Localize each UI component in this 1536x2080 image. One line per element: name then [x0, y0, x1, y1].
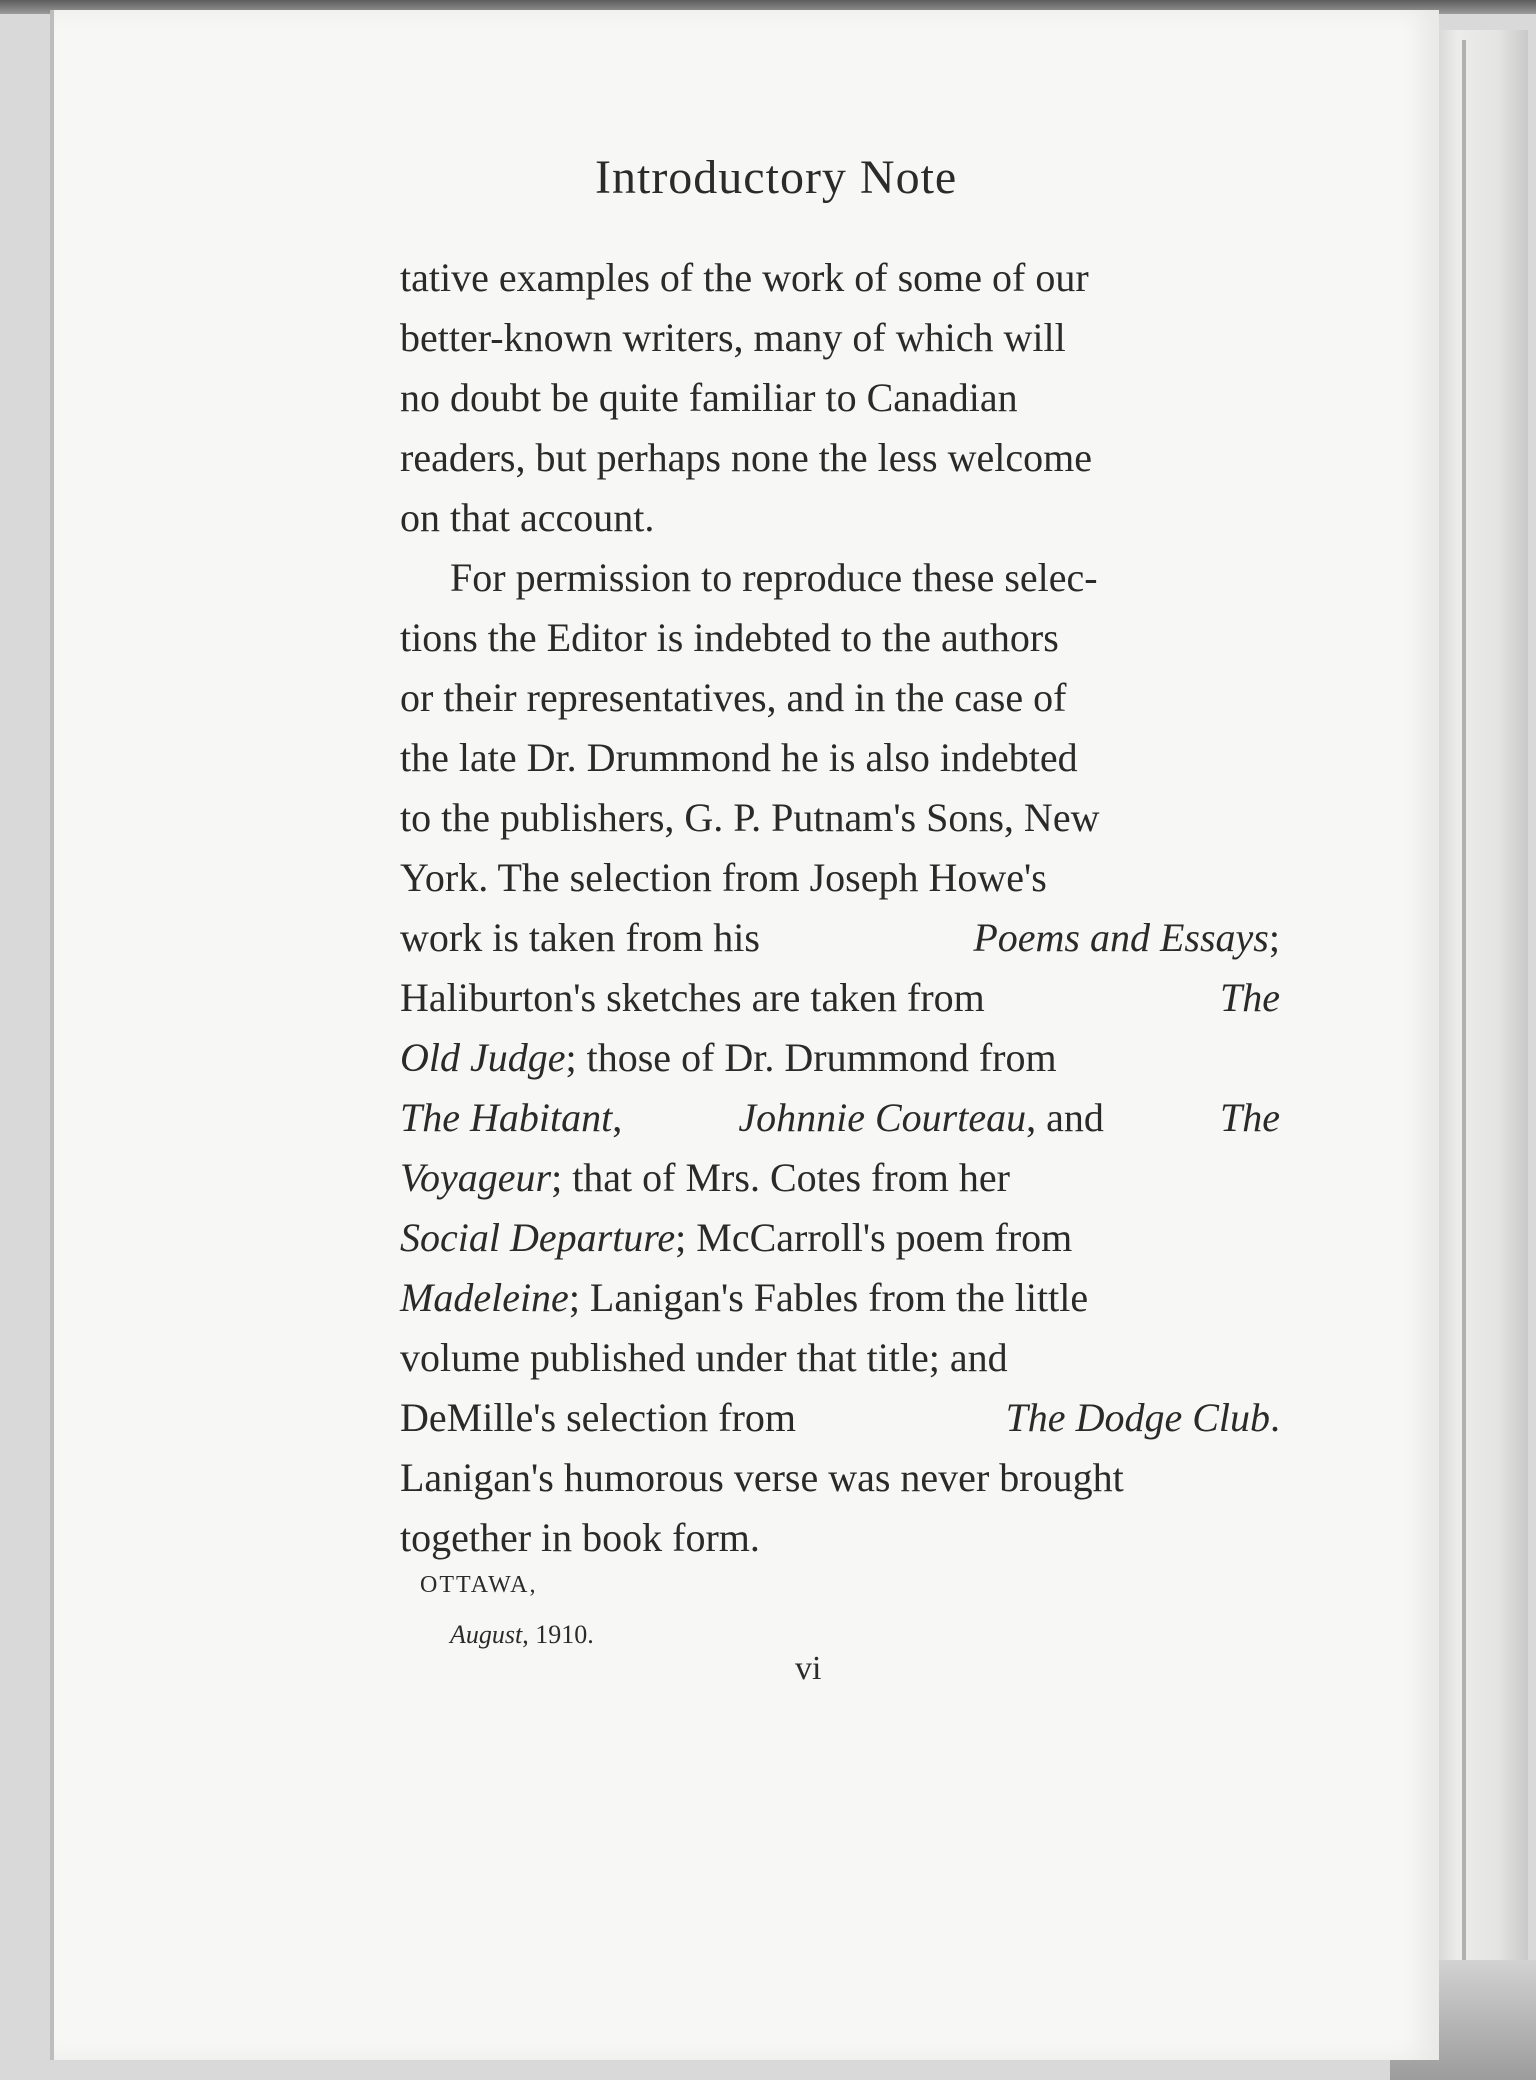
page-number: vi — [795, 1650, 822, 1687]
date-month: August — [450, 1620, 523, 1649]
line-text: or their representatives, and in the case of — [400, 675, 1067, 720]
line-text-mixed — [400, 1208, 1072, 1268]
line-text: work is taken from his — [400, 915, 760, 960]
text-line — [400, 1148, 1280, 1208]
line-text: ; Lanigan's Fables from the little — [568, 1275, 1089, 1320]
text-line — [400, 908, 1280, 968]
line-text: ; McCarroll's poem from — [675, 1215, 1073, 1260]
line-text-mixed — [1006, 1388, 1280, 1448]
signoff-place: OTTAWA, — [420, 1572, 538, 1598]
line-text: tions the Editor is indebted to the authors — [400, 615, 1059, 660]
line-text: on that account. — [400, 495, 655, 540]
line-text: York. The selection from Joseph Howe's — [400, 855, 1047, 900]
line-text: ; that of Mrs. Cotes from her — [551, 1155, 1010, 1200]
line-text: , and — [1026, 1095, 1104, 1140]
text-line — [400, 1208, 1280, 1268]
text-line — [400, 1088, 1280, 1148]
line-text-mixed — [400, 1028, 1057, 1088]
punctuation: ; — [1268, 915, 1280, 960]
book-title: The — [1220, 975, 1280, 1020]
date-year: , 1910. — [522, 1620, 594, 1649]
text-line — [400, 668, 1280, 728]
text-line — [400, 608, 1280, 668]
text-line — [400, 848, 1280, 908]
line-text: tative examples of the work of some of our — [400, 255, 1089, 300]
text-line — [400, 1328, 1280, 1388]
line-text: no doubt be quite familiar to Canadian — [400, 375, 1018, 420]
text-line — [400, 548, 1280, 608]
line-text: DeMille's selection from — [400, 1395, 796, 1440]
punctuation: , — [612, 1095, 623, 1140]
book-title: Old Judge — [400, 1035, 566, 1080]
text-line — [400, 788, 1280, 848]
book-title: The Habitant — [400, 1095, 613, 1140]
text-line — [400, 248, 1280, 308]
text-line — [400, 308, 1280, 368]
book-title: Social Departure — [400, 1215, 676, 1260]
punctuation: . — [1270, 1395, 1280, 1440]
line-text: better-known writers, many of which will — [400, 315, 1066, 360]
line-text: ; those of Dr. Drummond from — [565, 1035, 1057, 1080]
text-line — [400, 968, 1280, 1028]
line-text-mixed — [738, 1088, 1104, 1148]
line-text-mixed — [400, 1268, 1088, 1328]
page-edge-line — [1462, 40, 1466, 2000]
text-line — [400, 728, 1280, 788]
text-line — [400, 1448, 1280, 1508]
line-text: Lanigan's humorous verse was never brought — [400, 1455, 1124, 1500]
line-text: readers, but perhaps none the less welcome — [400, 435, 1092, 480]
book-title: Poems and Essays — [973, 915, 1269, 960]
facing-page-edge — [1428, 30, 1528, 2030]
text-line — [400, 1508, 1280, 1568]
line-text: For permission to reproduce these selec- — [450, 555, 1098, 600]
line-text: together in book form. — [400, 1515, 760, 1560]
text-line — [400, 1388, 1280, 1448]
body-text — [400, 248, 1280, 1568]
line-text: volume published under that title; and — [400, 1335, 1008, 1380]
book-title: Madeleine — [400, 1275, 569, 1320]
book-title: Johnnie Courteau — [738, 1095, 1027, 1140]
line-text: to the publishers, G. P. Putnam's Sons, New — [400, 795, 1100, 840]
text-line — [400, 428, 1280, 488]
text-line — [400, 1268, 1280, 1328]
line-text: Haliburton's sketches are taken from — [400, 975, 985, 1020]
line-text-mixed — [400, 1148, 1010, 1208]
text-line — [400, 488, 1280, 548]
running-head: Introductory Note — [595, 151, 958, 204]
line-text-mixed — [400, 1088, 622, 1148]
text-line — [400, 1028, 1280, 1088]
line-text-italic — [973, 908, 1280, 968]
text-line — [400, 368, 1280, 428]
book-title: The Dodge Club — [1005, 1395, 1270, 1440]
book-title: The — [1219, 1095, 1280, 1140]
book-title: Voyageur — [400, 1155, 552, 1200]
line-text: the late Dr. Drummond he is also indebted — [400, 735, 1078, 780]
signoff-date — [450, 1620, 594, 1650]
